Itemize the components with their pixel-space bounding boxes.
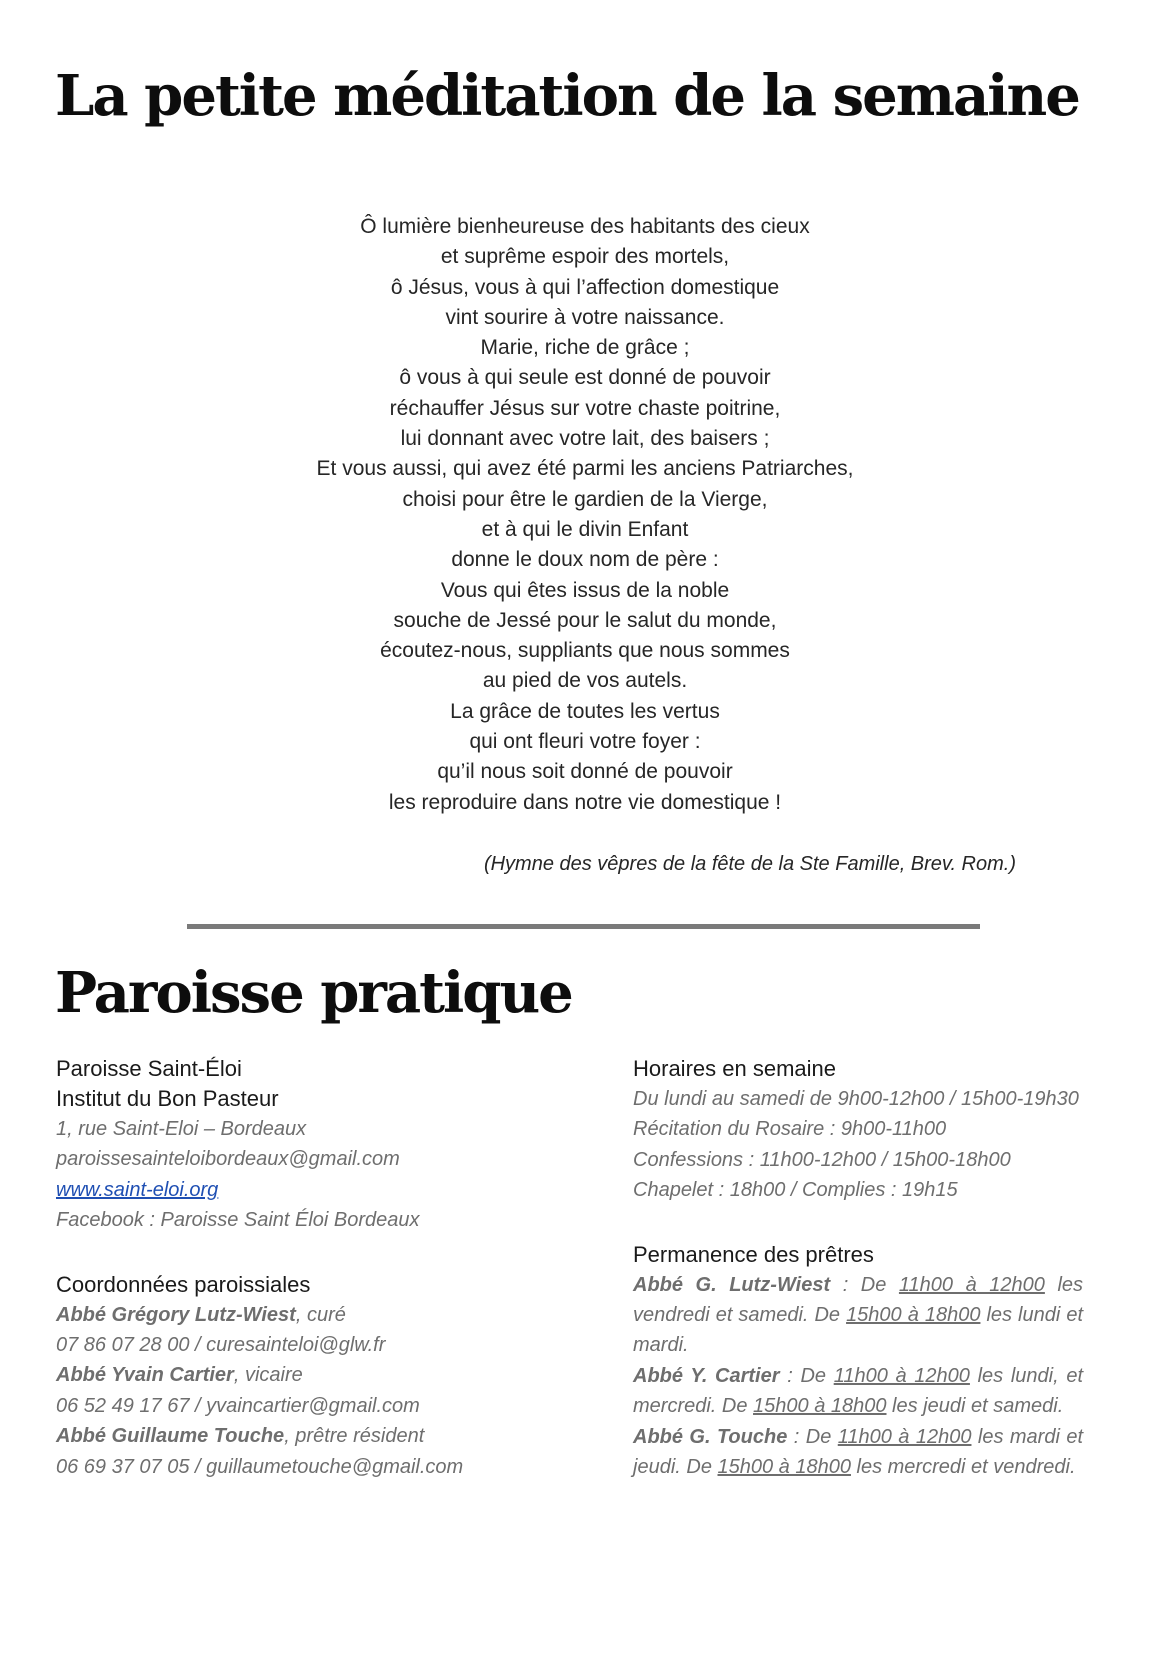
poem-line: vint sourire à votre naissance. <box>445 305 725 329</box>
afternoon-slot: 15h00 à 18h00 <box>753 1395 887 1418</box>
poem-line: au pied de vos autels. <box>482 669 688 693</box>
weekday-hours-item: Récitation du Rosaire : 9h00-11h00 <box>633 1118 947 1141</box>
poem-line: donne le doux nom de père : <box>451 548 719 572</box>
parish-website-link[interactable]: www.saint-eloi.org <box>56 1178 219 1201</box>
poem-line: les reproduire dans notre vie domestique ! <box>388 790 782 814</box>
permanence-text: les mardi et jeudi. De <box>633 1425 1083 1479</box>
weekday-hours-item: Du lundi au samedi de 9h00-12h00 / 15h00-19h30 <box>633 1088 1079 1110</box>
spacer <box>56 1236 566 1270</box>
poem-line: Ô lumière bienheureuse des habitants des cieux <box>360 215 810 238</box>
section-divider <box>187 924 980 929</box>
poem-line: Vous qui êtes issus de la noble <box>440 578 730 602</box>
permanence-heading: Permanence des prêtres <box>633 1241 874 1267</box>
contact-person <box>56 1360 566 1390</box>
permanence-entry <box>633 1270 1083 1361</box>
permanence-text: : De <box>830 1273 899 1296</box>
poem-line: souche de Jessé pour le salut du monde, <box>393 608 777 632</box>
poem-line: La grâce de toutes les vertus <box>450 699 720 723</box>
morning-slot: 11h00 à 12h00 <box>898 1273 1045 1296</box>
permanence-text: les lundi et mardi. <box>633 1304 1084 1357</box>
poem-line: choisi pour être le gardien de la Vierge, <box>402 487 768 511</box>
permanence-text: les jeudi et samedi. <box>886 1395 1064 1418</box>
permanence-text: : De <box>779 1364 834 1387</box>
parish-name: Paroisse Saint-Éloi <box>56 1056 242 1081</box>
weekday-hours-item: Confessions : 11h00-12h00 / 15h00-18h00 <box>633 1148 1011 1171</box>
poem-line: écoutez-nous, suppliants que nous sommes <box>380 639 790 663</box>
contact-role: , vicaire <box>233 1364 303 1387</box>
contact-name: Abbé Guillaume Touche <box>56 1425 285 1448</box>
parish-website-row <box>56 1175 566 1205</box>
permanence-text: les lundi, et mercredi. De <box>633 1364 1084 1418</box>
permanence-entry <box>633 1361 1083 1422</box>
schedule-column <box>633 1054 1083 1482</box>
poem-line: Et vous aussi, qui avez été parmi les anciens Patriarches, <box>316 457 854 481</box>
weekday-hours-heading: Horaires en semaine <box>633 1056 836 1081</box>
contact-person <box>56 1421 566 1451</box>
poem-line: ô vous à qui seule est donné de pouvoir <box>399 366 771 390</box>
poem-line: et suprême espoir des mortels, <box>440 245 730 269</box>
poem-line: qu’il nous soit donné de pouvoir <box>437 760 733 784</box>
poem-line: Marie, riche de grâce ; <box>480 336 690 360</box>
contacts-heading: Coordonnées paroissiales <box>56 1271 311 1297</box>
hymn-source: (Hymne des vêpres de la fête de la Ste Famille, Brev. Rom.) <box>483 853 1016 875</box>
contact-details: 06 69 37 07 05 / guillaumetouche@gmail.com <box>56 1455 464 1478</box>
poem-line: lui donnant avec votre lait, des baisers ; <box>400 427 770 451</box>
poem-line: réchauffer Jésus sur votre chaste poitrine, <box>389 396 781 420</box>
priest-name: Abbé G. Lutz-Wiest <box>633 1273 831 1296</box>
spacer <box>633 1206 1083 1240</box>
priest-name: Abbé Y. Cartier <box>633 1364 780 1387</box>
morning-slot: 11h00 à 12h00 <box>837 1425 972 1448</box>
afternoon-slot: 15h00 à 18h00 <box>717 1456 851 1479</box>
poem-line: ô Jésus, vous à qui l’affection domestique <box>390 275 780 299</box>
parish-facebook: Facebook : Paroisse Saint Éloi Bordeaux <box>56 1209 420 1232</box>
permanence-text: les vendredi et samedi. De <box>633 1273 1084 1327</box>
morning-slot: 11h00 à 12h00 <box>833 1364 970 1387</box>
practical-title: Paroisse pratique <box>55 960 572 1026</box>
poem-line: et à qui le divin Enfant <box>481 517 689 541</box>
permanence-text: les mercredi et vendredi. <box>850 1456 1076 1479</box>
contact-role: , prêtre résident <box>284 1425 425 1448</box>
permanence-entry <box>633 1422 1083 1483</box>
contact-name: Abbé Yvain Cartier <box>56 1364 234 1387</box>
contact-role: , curé <box>295 1303 346 1326</box>
meditation-poem <box>180 212 990 818</box>
parish-email[interactable]: paroissesainteloibordeaux@gmail.com <box>56 1148 400 1171</box>
contact-person <box>56 1300 566 1330</box>
parish-info-column <box>56 1054 566 1482</box>
contact-details: 07 86 07 28 00 / curesainteloi@glw.fr <box>56 1334 386 1357</box>
parish-institute: Institut du Bon Pasteur <box>56 1086 279 1111</box>
poem-line: qui ont fleuri votre foyer : <box>469 730 701 754</box>
weekday-hours-item: Chapelet : 18h00 / Complies : 19h15 <box>633 1179 958 1202</box>
parish-address: 1, rue Saint-Eloi – Bordeaux <box>56 1118 307 1140</box>
afternoon-slot: 15h00 à 18h00 <box>846 1304 981 1327</box>
meditation-title: La petite méditation de la semaine <box>55 63 1079 129</box>
contact-details: 06 52 49 17 67 / yvaincartier@gmail.com <box>56 1394 420 1417</box>
priest-name: Abbé G. Touche <box>633 1425 788 1448</box>
permanence-text: : De <box>787 1425 838 1448</box>
contact-name: Abbé Grégory Lutz-Wiest <box>56 1303 296 1326</box>
